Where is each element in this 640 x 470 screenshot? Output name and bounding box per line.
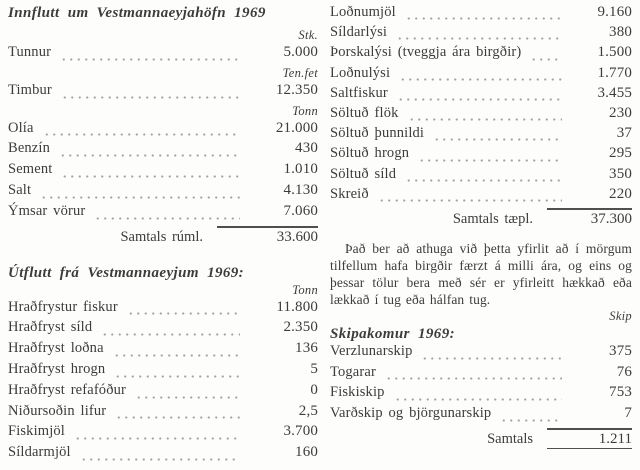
leader-dots (113, 352, 240, 357)
row-label: Söltuð flök (330, 104, 399, 121)
table-row (8, 340, 318, 361)
table-row (8, 299, 318, 320)
total-label: Samtals (487, 431, 533, 448)
leader-dots (114, 373, 240, 378)
row-value: 11.800 (276, 298, 318, 315)
row-value: 37 (616, 125, 632, 142)
row-value: 380 (609, 24, 632, 41)
total-label: Samtals tæpl. (452, 210, 533, 227)
leader-dots (74, 435, 240, 440)
row-label: Þorskalýsi (tveggja ára birgðir) (330, 44, 522, 61)
row-label: Olía (8, 119, 34, 136)
leader-dots (101, 331, 240, 336)
table-row (330, 166, 632, 186)
export-total-row (330, 208, 632, 230)
row-value: 9.160 (597, 4, 632, 20)
row-label: Hraðfryst loðna (8, 340, 104, 357)
total-value: 33.600 (217, 226, 318, 246)
export-continued-list (330, 4, 632, 206)
table-row (330, 364, 632, 385)
row-value: 1.770 (597, 64, 632, 81)
row-value: 21.000 (275, 119, 318, 136)
row-value: 4.130 (283, 181, 318, 198)
row-label: Varðskip og björgunarskip (330, 405, 492, 422)
import-section-title: Innflutt um Vestmannaeyjahöfn 1969 (8, 5, 266, 21)
table-row (330, 384, 632, 405)
row-label: Loðnumjöl (330, 4, 396, 20)
row-value: 76 (616, 363, 632, 380)
ship-arrivals-title: Skipakomur 1969: (330, 325, 456, 342)
table-row (8, 203, 318, 224)
row-value: 220 (609, 185, 632, 202)
row-value: 7 (624, 405, 632, 422)
leader-dots (61, 173, 240, 178)
leader-dots (397, 96, 562, 101)
table-row (8, 82, 318, 103)
row-value: 3.700 (283, 423, 318, 440)
row-value: 136 (295, 340, 318, 357)
row-label: Hraðfryst síld (8, 319, 93, 336)
table-row (8, 140, 318, 161)
table-row (330, 125, 632, 145)
row-label: Hraðfryst hrogn (8, 360, 106, 377)
table-row (330, 105, 632, 125)
row-value: 375 (609, 342, 632, 359)
leader-dots (405, 177, 562, 182)
leader-dots (378, 197, 562, 202)
row-value: 160 (295, 444, 318, 461)
leader-dots (94, 215, 240, 220)
row-label: Söltuð þunnildi (330, 125, 425, 142)
leader-dots (43, 131, 240, 136)
row-label: Timbur (8, 81, 52, 98)
table-row (8, 44, 318, 65)
leader-dots (433, 136, 562, 141)
export-section-title: Útflutt frá Vestmannaeyjum 1969: (8, 264, 245, 281)
leader-dots (530, 56, 562, 61)
table-row (8, 382, 318, 403)
leader-dots (396, 35, 562, 40)
row-label: Saltfiskur (330, 84, 388, 101)
row-label: Hraðfrystur fiskur (8, 298, 118, 315)
leader-dots (405, 15, 562, 20)
row-value: 5.000 (283, 44, 318, 60)
table-row (8, 361, 318, 382)
leader-dots (394, 396, 562, 401)
leader-dots (418, 157, 562, 162)
unit-label-stk: Stk. (298, 28, 318, 42)
total-value: 37.300 (547, 208, 632, 228)
row-label: Ýmsar vörur (8, 202, 86, 219)
row-label: Fiskimjöl (8, 423, 65, 440)
row-label: Verzlunarskip (330, 342, 413, 359)
row-label: Loðnulýsi (330, 64, 391, 81)
ship-arrivals-list (330, 343, 632, 426)
unit-label-tonn: Tonn (292, 103, 318, 118)
row-label: Síldarmjöl (8, 444, 71, 461)
row-value: 1.010 (283, 161, 318, 178)
row-label: Sement (8, 161, 53, 178)
table-row (8, 161, 318, 182)
leader-dots (115, 414, 240, 419)
total-label: Samtals rúml. (120, 228, 203, 245)
row-label: Söltuð síld (330, 165, 397, 182)
table-row (330, 24, 632, 44)
leader-dots (61, 94, 240, 99)
leader-dots (80, 456, 240, 461)
row-label: Fiskiskip (330, 384, 385, 401)
leader-dots (40, 194, 240, 199)
table-row (330, 44, 632, 64)
table-row (330, 85, 632, 105)
row-value: 5 (310, 360, 318, 377)
leader-dots (408, 116, 562, 121)
row-label: Salt (8, 181, 32, 198)
row-label: Söltuð hrogn (330, 145, 410, 162)
row-label: Síldarlýsi (330, 24, 388, 41)
row-value: 3.455 (597, 84, 632, 101)
right-column (330, 4, 632, 470)
table-row (8, 120, 318, 141)
leader-dots (399, 76, 562, 81)
row-value: 350 (609, 165, 632, 182)
row-value: 12.350 (275, 81, 318, 98)
row-label: Benzín (8, 140, 50, 157)
table-row (8, 319, 318, 340)
table-row (330, 145, 632, 165)
row-label: Skreið (330, 185, 369, 202)
table-row (330, 343, 632, 364)
leader-dots (500, 417, 562, 422)
leader-dots (385, 375, 562, 380)
leader-dots (60, 56, 240, 61)
table-row (330, 65, 632, 85)
row-value: 230 (609, 104, 632, 121)
row-value: 1.500 (597, 44, 632, 61)
row-label: Niðursoðin lifur (8, 402, 107, 419)
import-total-row (8, 226, 318, 248)
ship-arrivals-total-row (330, 428, 632, 450)
note-paragraph: Það ber að athuga við þetta yfirlit að í mörgum tilfellum hafa birgðir færzt á milli ára, og eins og þessar tölur bera með sér er yfirleitt hækkað eða lækkað í tug eða hálfan tug. (330, 240, 632, 307)
row-label: Hraðfryst refafóður (8, 381, 126, 398)
unit-label-skip: Skip (609, 308, 632, 323)
unit-label-tonn-export: Tonn (292, 282, 318, 297)
leader-dots (127, 310, 240, 315)
table-row (330, 4, 632, 24)
row-value: 0 (310, 381, 318, 398)
row-label: Togarar (330, 363, 376, 380)
leader-dots (59, 152, 240, 157)
unit-label-tenfet: Ten.fet (282, 65, 318, 80)
table-row (330, 186, 632, 206)
row-value: 295 (609, 145, 632, 162)
left-column (8, 4, 318, 470)
table-row (8, 182, 318, 203)
row-value: 2,5 (298, 402, 318, 419)
table-row (8, 423, 318, 444)
table-row (330, 405, 632, 426)
row-value: 430 (295, 140, 318, 157)
row-value: 7.060 (283, 202, 318, 219)
row-value: 753 (609, 384, 632, 401)
total-value: 1.211 (547, 428, 632, 449)
leader-dots (421, 355, 562, 360)
table-row (8, 444, 318, 465)
leader-dots (135, 394, 240, 399)
row-label: Tunnur (8, 44, 52, 60)
table-row (8, 403, 318, 424)
row-value: 2.350 (283, 319, 318, 336)
